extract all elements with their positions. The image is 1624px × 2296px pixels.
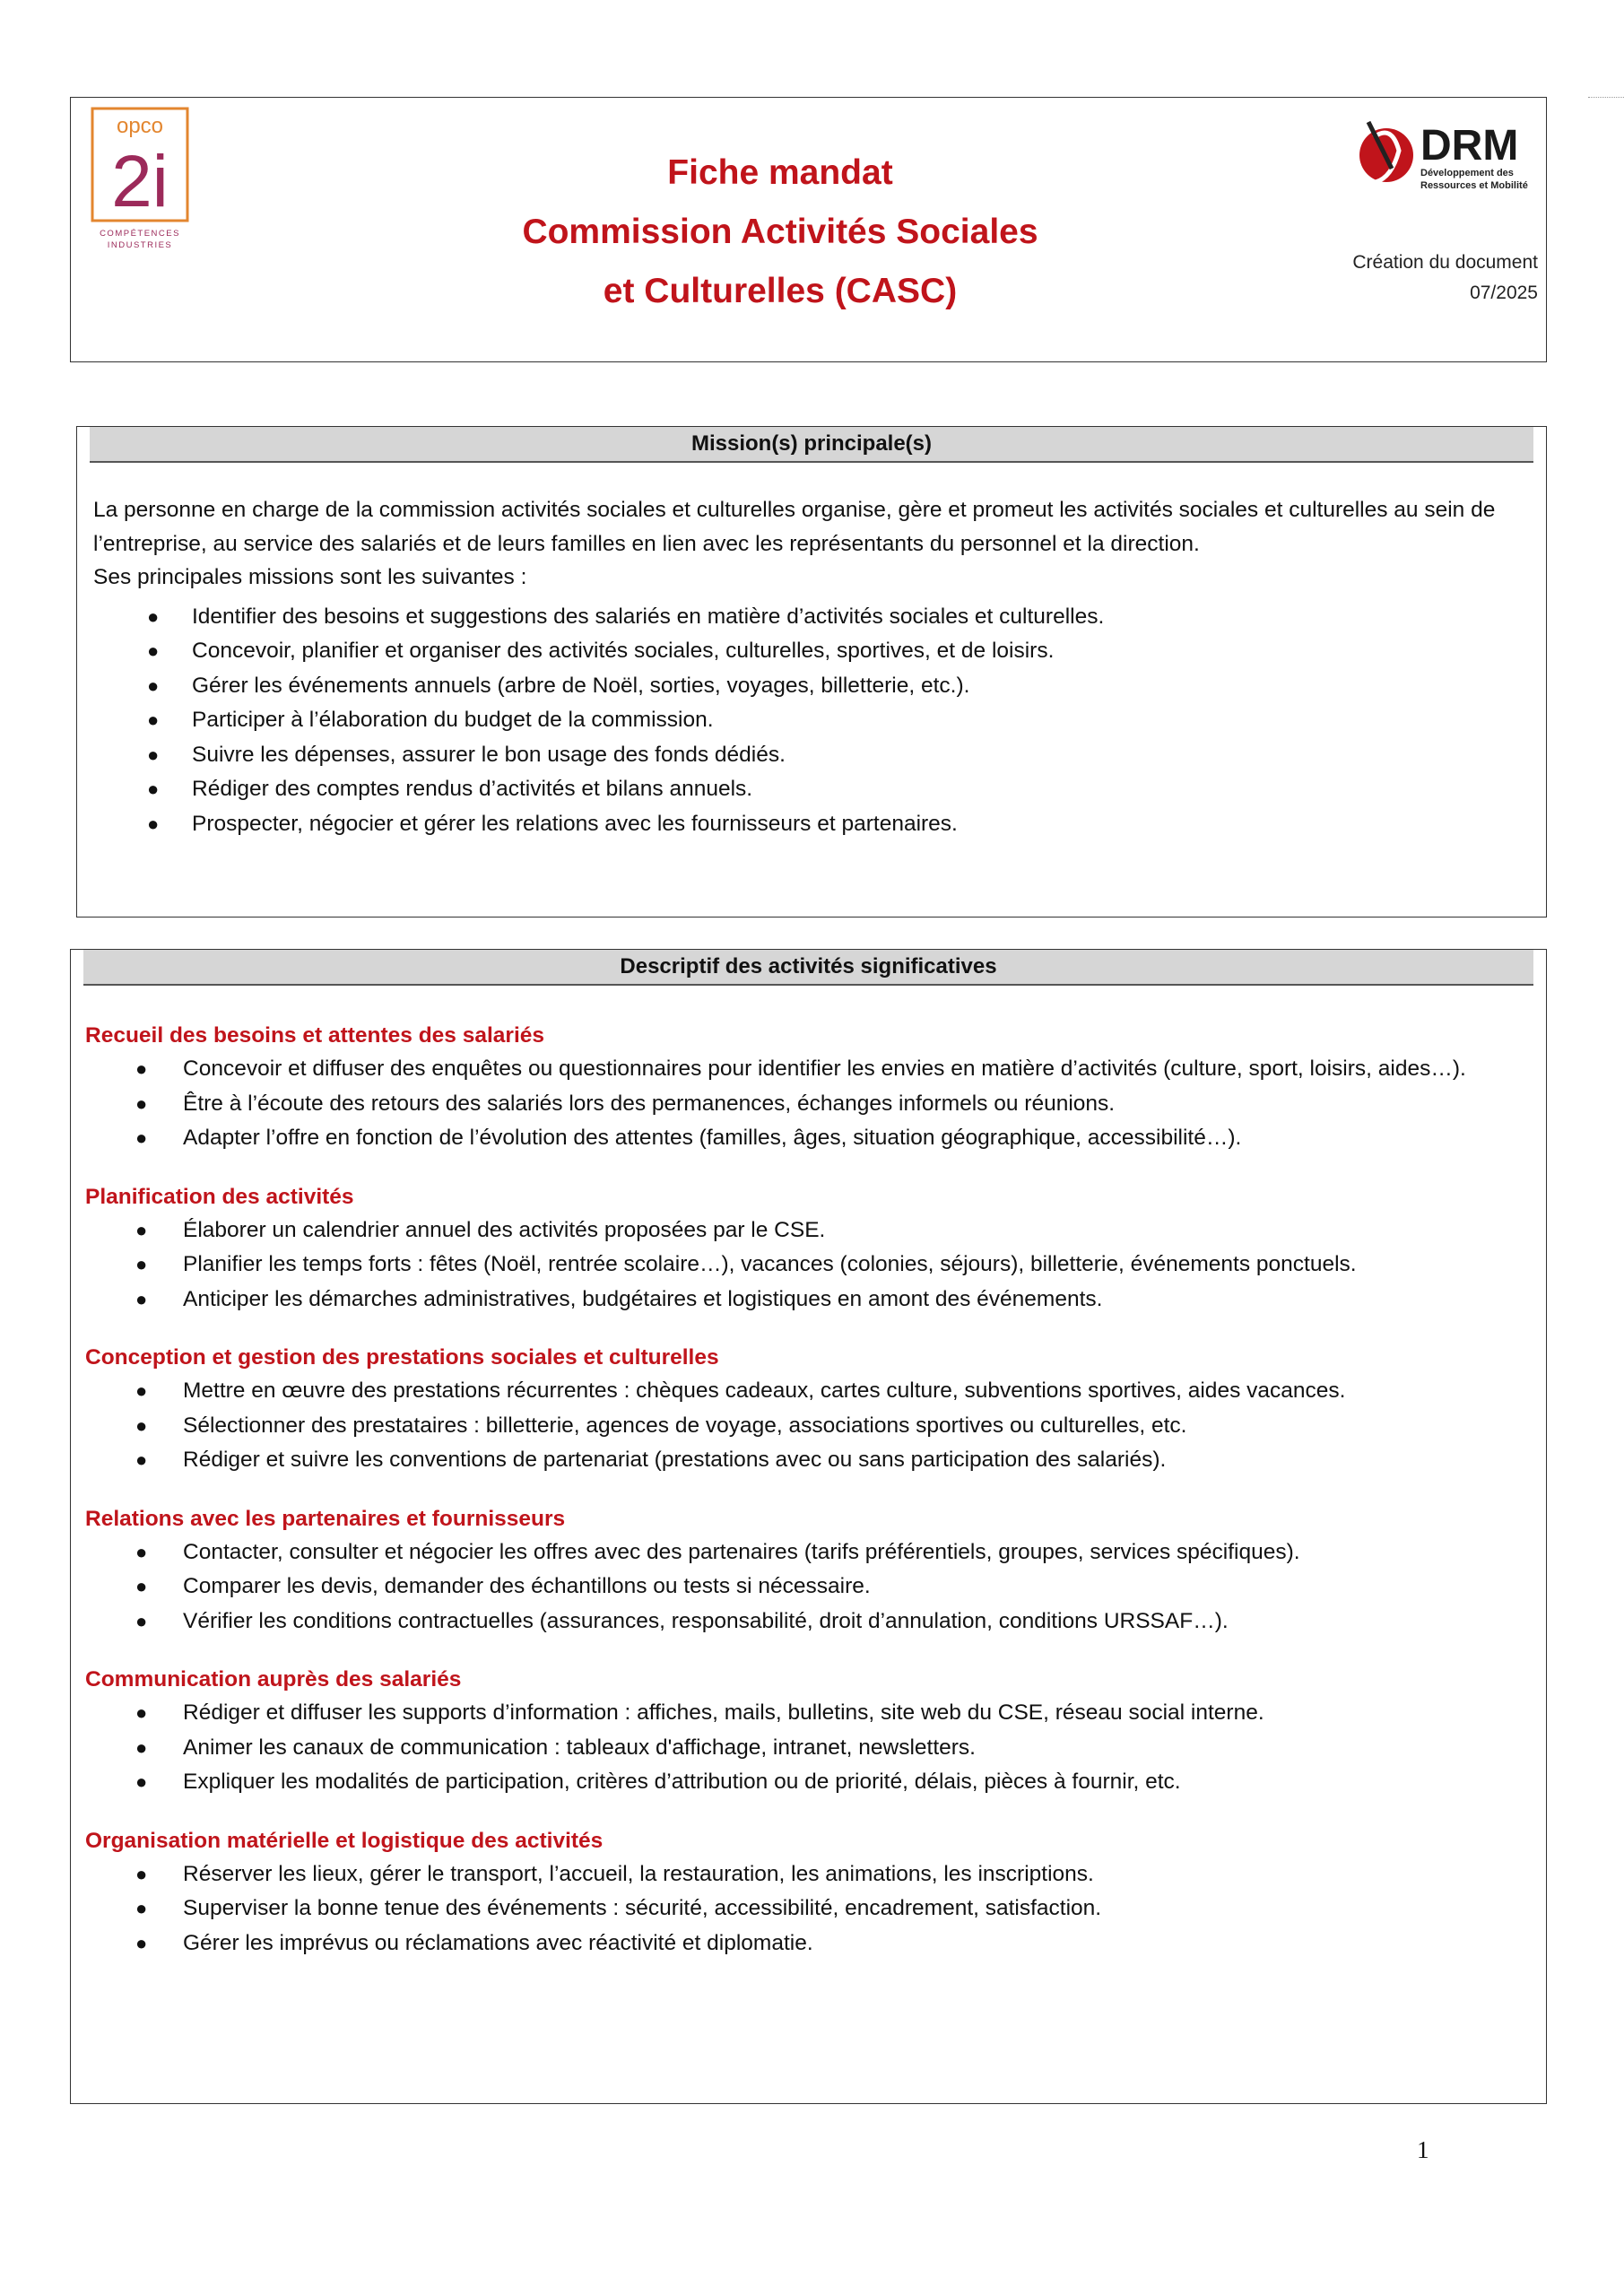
bullet-icon: ●: [147, 639, 160, 662]
category-title: Communication auprès des salariés: [85, 1667, 462, 1692]
category-title: Conception et gestion des prestations sociales et culturelles: [85, 1345, 719, 1370]
bullet-icon: ●: [147, 778, 160, 800]
bullet-icon: ●: [135, 1126, 148, 1149]
list-item: ● Rédiger et diffuser les supports d’information : affiches, mails, bulletins, site web du CSE, réseau social interne.: [71, 1696, 1546, 1731]
bullet-icon: ●: [135, 1897, 148, 1919]
list-item: ● Mettre en œuvre des prestations récurrentes : chèques cadeaux, cartes culture, subventions sportives, aides vacances.: [71, 1374, 1546, 1409]
category-list: [71, 1857, 1546, 1961]
list-item: ● Rédiger et suivre les conventions de partenariat (prestations avec ou sans participation des salariés).: [71, 1443, 1546, 1478]
mission-section: [76, 426, 1547, 918]
bullet-icon: ●: [147, 674, 160, 697]
logo-2i-text: 2i: [111, 141, 169, 222]
list-item: ● Concevoir, planifier et organiser des activités sociales, culturelles, sportives, et de loisirs.: [77, 634, 1546, 669]
list-item: ● Gérer les événements annuels (arbre de Noël, sorties, voyages, billetterie, etc.).: [77, 669, 1546, 704]
list-item: ● Réserver les lieux, gérer le transport, l’accueil, la restauration, les animations, les inscriptions.: [71, 1857, 1546, 1892]
bullet-icon: ●: [135, 1287, 148, 1310]
mission-intro: [77, 493, 1510, 595]
bullet-icon: ●: [147, 604, 160, 628]
bullet-icon: ●: [135, 1735, 148, 1759]
category-title: Relations avec les partenaires et fournisseurs: [85, 1506, 566, 1531]
bullet-icon: ●: [135, 1448, 148, 1471]
creation-label: Création du document: [1352, 252, 1538, 273]
opco-2i-logo: [90, 106, 190, 253]
logo-drm-sub2: Ressources et Mobilité: [1420, 180, 1528, 191]
list-item: ● Concevoir et diffuser des enquêtes ou questionnaires pour identifier les envies en matière d’activités (culture, sport, loisirs, aides…).: [71, 1052, 1546, 1087]
bullet-icon: ●: [135, 1413, 148, 1437]
bullet-icon: ●: [135, 1770, 148, 1793]
page-number: 1: [1417, 2136, 1429, 2163]
logo-drm-text: DRM: [1420, 122, 1519, 170]
list-item: ● Sélectionner des prestataires : billetterie, agences de voyage, associations sportives ou culturelles, etc.: [71, 1409, 1546, 1444]
list-item: ● Suivre les dépenses, assurer le bon usage des fonds dédiés.: [77, 738, 1546, 773]
bullet-icon: ●: [147, 812, 160, 835]
bullet-icon: ●: [135, 1931, 148, 1954]
drm-logo: [1356, 106, 1535, 204]
bullet-icon: ●: [135, 1540, 148, 1563]
list-item: ● Être à l’écoute des retours des salariés lors des permanences, échanges informels ou réunions.: [71, 1087, 1546, 1122]
list-item: ● Contacter, consulter et négocier les offres avec des partenaires (tarifs préférentiels, groupes, services spécifiques).: [71, 1535, 1546, 1570]
title-line-1: Fiche mandat: [667, 153, 893, 192]
list-item: ● Anticiper les démarches administratives, budgétaires et logistiques en amont des événements.: [71, 1283, 1546, 1318]
category-title: Planification des activités: [85, 1184, 354, 1209]
bullet-icon: ●: [135, 1701, 148, 1724]
mission-list: [77, 600, 1546, 842]
page-edge-marker: [1588, 97, 1624, 98]
list-item: ● Rédiger des comptes rendus d’activités et bilans annuels.: [77, 772, 1546, 807]
logo-drm-sub1: Développement des: [1420, 168, 1514, 178]
bullet-icon: ●: [135, 1575, 148, 1597]
bullet-icon: ●: [135, 1057, 148, 1080]
activities-section: [70, 949, 1547, 2104]
list-item: ● Comparer les devis, demander des échantillons ou tests si nécessaire.: [71, 1570, 1546, 1605]
title-line-3: et Culturelles (CASC): [603, 272, 958, 310]
logo-opco-text: opco: [116, 114, 164, 138]
logo-sub1: COMPÉTENCES: [100, 229, 180, 239]
list-item: ● Adapter l’offre en fonction de l’évolution des attentes (familles, âges, situation géographique, accessibilité…).: [71, 1121, 1546, 1156]
list-item: ● Animer les canaux de communication : tableaux d'affichage, intranet, newsletters.: [71, 1731, 1546, 1766]
mission-intro-text: La personne en charge de la commission activités sociales et culturelles organise, gère et promeut les activités sociales et culturelles au sein de l’entreprise, au service des salariés et de leurs familles en lien avec les représentants du personnel et la direction.: [93, 498, 1496, 556]
category-title: Organisation matérielle et logistique des activités: [85, 1828, 604, 1853]
document-meta: [1352, 248, 1538, 309]
list-item: ● Gérer les imprévus ou réclamations avec réactivité et diplomatie.: [71, 1926, 1546, 1961]
mission-heading: Mission(s) principale(s): [90, 427, 1533, 463]
list-item: ● Identifier des besoins et suggestions des salariés en matière d’activités sociales et culturelles.: [77, 600, 1546, 635]
category-list: [71, 1535, 1546, 1639]
bullet-icon: ●: [147, 709, 160, 731]
category-list: [71, 1374, 1546, 1478]
bullet-icon: ●: [147, 743, 160, 766]
list-item: ● Participer à l’élaboration du budget de la commission.: [77, 703, 1546, 738]
category-list: [71, 1696, 1546, 1800]
bullet-icon: ●: [135, 1379, 148, 1402]
activities-heading: Descriptif des activités significatives: [83, 950, 1533, 986]
list-item: ● Élaborer un calendrier annuel des activités proposées par le CSE.: [71, 1213, 1546, 1248]
list-item: ● Planifier les temps forts : fêtes (Noël, rentrée scolaire…), vacances (colonies, séjours), billetterie, événements ponctuels.: [71, 1248, 1546, 1283]
category-list: [71, 1213, 1546, 1318]
document-title: [377, 144, 1184, 321]
list-item: ● Vérifier les conditions contractuelles (assurances, responsabilité, droit d’annulation, conditions URSSAF…).: [71, 1605, 1546, 1639]
list-item: ● Superviser la bonne tenue des événements : sécurité, accessibilité, encadrement, satisfaction.: [71, 1892, 1546, 1926]
creation-date: 07/2025: [1470, 283, 1538, 303]
bullet-icon: ●: [135, 1862, 148, 1885]
title-line-2: Commission Activités Sociales: [522, 213, 1038, 251]
mission-lead-text: Ses principales missions sont les suivantes :: [93, 565, 527, 589]
list-item: ● Prospecter, négocier et gérer les relations avec les fournisseurs et partenaires.: [77, 807, 1546, 842]
category-list: [71, 1052, 1546, 1156]
category-title: Recueil des besoins et attentes des salariés: [85, 1023, 545, 1048]
bullet-icon: ●: [135, 1218, 148, 1241]
logo-sub2: INDUSTRIES: [107, 240, 173, 250]
list-item: ● Expliquer les modalités de participation, critères d’attribution ou de priorité, délais, pièces à fournir, etc.: [71, 1765, 1546, 1800]
bullet-icon: ●: [135, 1609, 148, 1632]
bullet-icon: ●: [135, 1091, 148, 1115]
bullet-icon: ●: [135, 1253, 148, 1275]
